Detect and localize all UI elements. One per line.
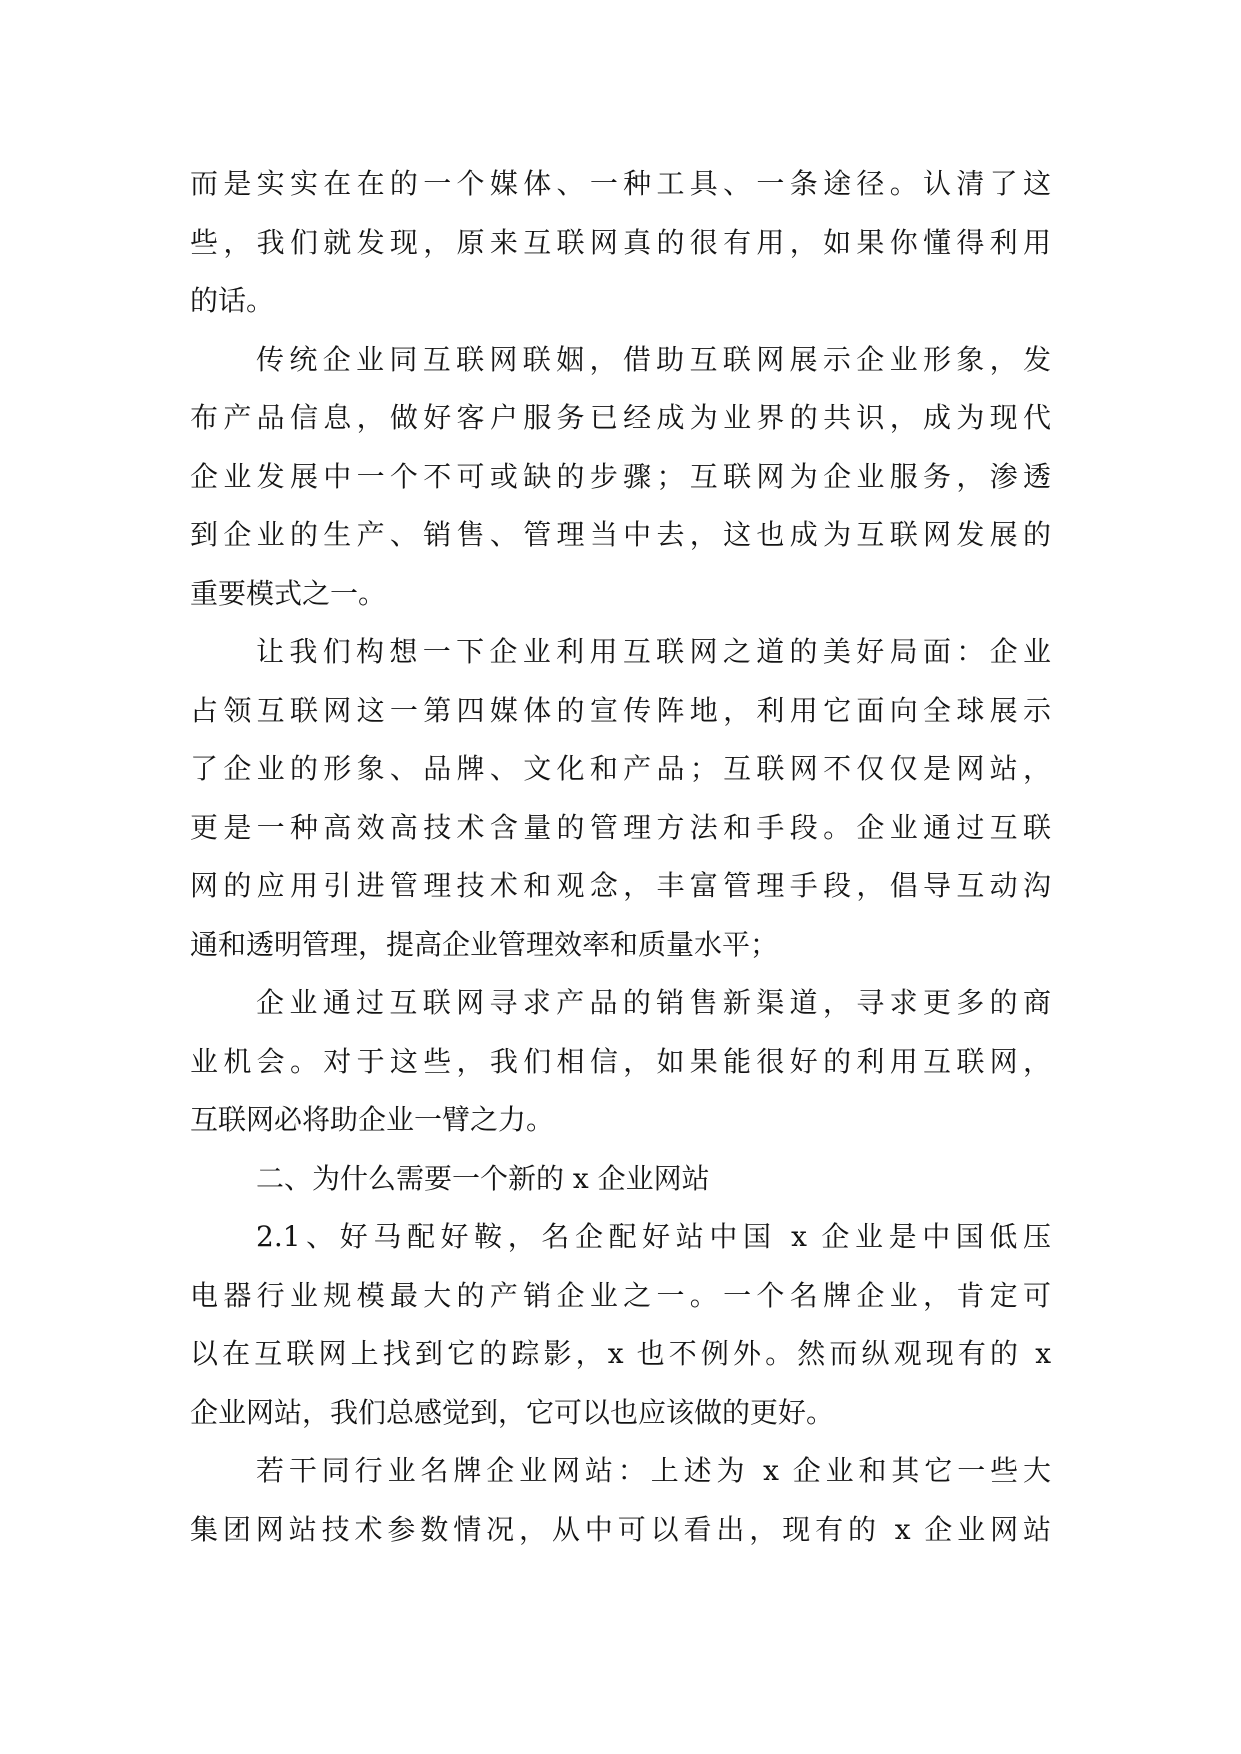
text-line: 通和透明管理，提高企业管理效率和质量水平； xyxy=(190,927,779,961)
paragraph xyxy=(190,1208,1051,1442)
text-line: 2.1、好马配好鞍，名企配好站中国 x 企业是中国低压 xyxy=(256,1220,1051,1253)
text-line: 业机会。对于这些，我们相信，如果能很好的利用互联网， xyxy=(190,1044,1051,1078)
text-line: 若干同行业名牌企业网站：上述为 x 企业和其它一些大 xyxy=(256,1454,1051,1487)
text-line: 的话。 xyxy=(190,284,275,317)
text-line: 网的应用引进管理技术和观念，丰富管理手段，倡导互动沟 xyxy=(190,869,1051,902)
body-text xyxy=(190,155,1051,1559)
paragraph xyxy=(190,623,1051,974)
text-line: 传统企业同互联网联姻，借助互联网展示企业形象，发 xyxy=(256,342,1051,376)
paragraph xyxy=(190,331,1051,624)
paragraph-continued xyxy=(190,155,1051,331)
text-line: 让我们构想一下企业利用互联网之道的美好局面：企业 xyxy=(256,635,1051,668)
text-line: 布产品信息，做好客户服务已经成为业界的共识，成为现代 xyxy=(190,401,1051,434)
text-line: 些，我们就发现，原来互联网真的很有用，如果你懂得利用 xyxy=(190,225,1051,259)
text-line: 企业通过互联网寻求产品的销售新渠道，寻求更多的商 xyxy=(256,986,1051,1019)
text-line: 企业发展中一个不可或缺的步骤；互联网为企业服务，渗透 xyxy=(190,459,1051,493)
text-line: 到企业的生产、销售、管理当中去，这也成为互联网发展的 xyxy=(190,518,1051,551)
text-line: 以在互联网上找到它的踪影，x 也不例外。然而纵观现有的 x xyxy=(190,1337,1051,1370)
section-heading-text: 二、为什么需要一个新的 x 企业网站 xyxy=(256,1161,710,1195)
text-line: 重要模式之一。 xyxy=(190,576,387,610)
text-line: 电器行业规模最大的产销企业之一。一个名牌企业，肯定可 xyxy=(190,1278,1051,1312)
text-line: 企业网站，我们总感觉到，它可以也应该做的更好。 xyxy=(190,1395,835,1429)
paragraph xyxy=(190,1442,1051,1559)
text-line: 占领互联网这一第四媒体的宣传阵地，利用它面向全球展示 xyxy=(190,693,1051,727)
text-line: 互联网必将助企业一臂之力。 xyxy=(190,1103,555,1136)
text-line: 集团网站技术参数情况，从中可以看出，现有的 x 企业网站 xyxy=(190,1512,1051,1546)
text-line: 了企业的形象、品牌、文化和产品；互联网不仅仅是网站， xyxy=(190,752,1051,785)
paragraph xyxy=(190,974,1051,1150)
text-line: 更是一种高效高技术含量的管理方法和手段。企业通过互联 xyxy=(190,810,1051,844)
section-heading xyxy=(190,1150,1051,1209)
text-line: 而是实实在在的一个媒体、一种工具、一条途径。认清了这 xyxy=(190,167,1051,200)
